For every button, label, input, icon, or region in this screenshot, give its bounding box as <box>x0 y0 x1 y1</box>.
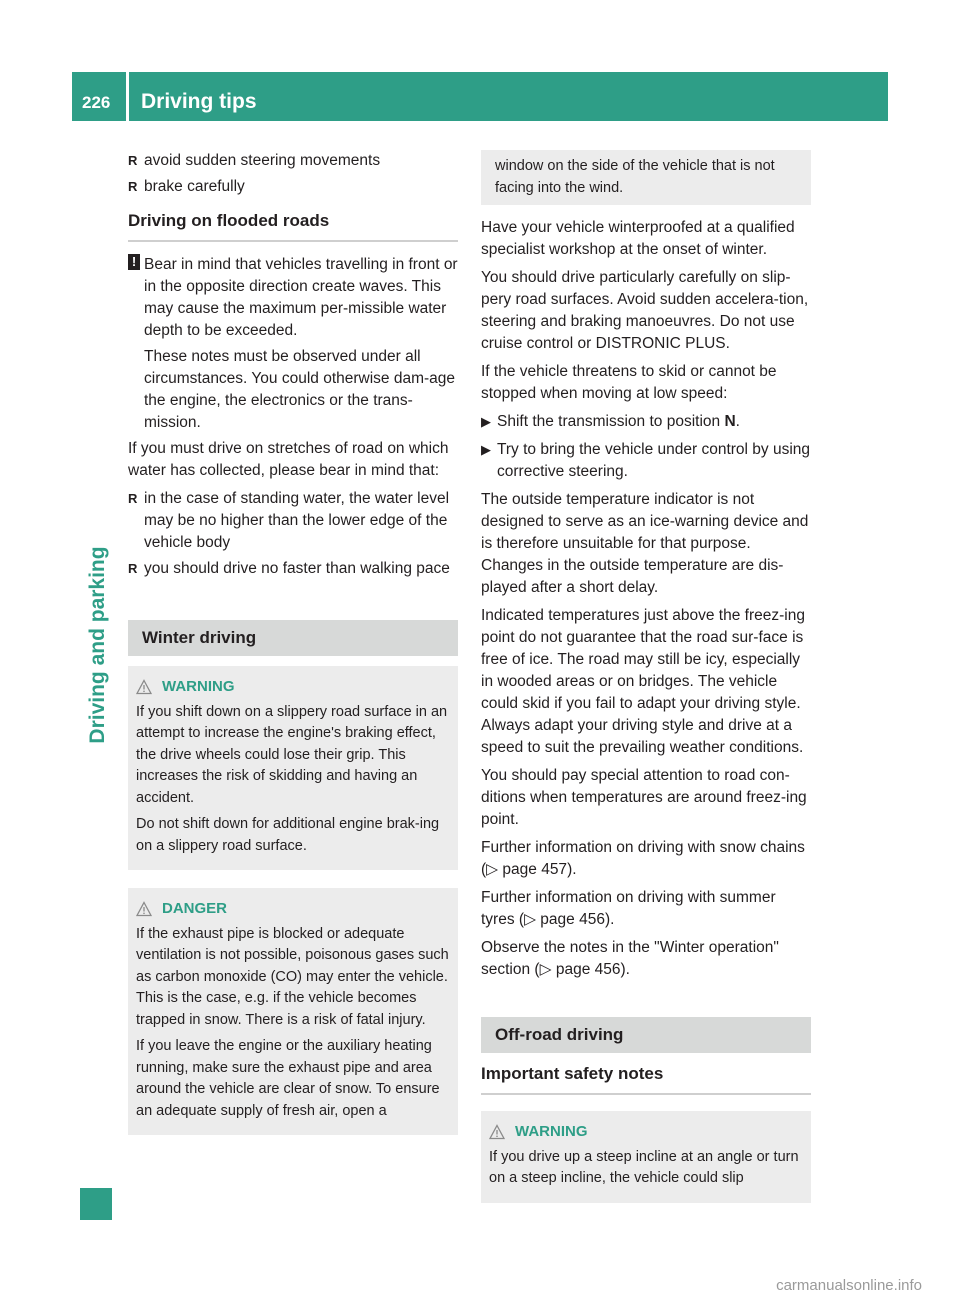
left-column <box>128 150 458 1153</box>
page-reference[interactable]: ▷ page 456 <box>524 911 605 928</box>
warning-text: Do not shift down for additional engine brak-ing on a slippery road surface. <box>136 816 440 854</box>
paragraph: You should pay special attention to road con-ditions when temperatures are around freez-ing point. <box>481 767 807 828</box>
list-item: R in the case of standing water, the water level may be no higher than the lower edge of the vehicle body <box>128 490 450 551</box>
warning-triangle-icon <box>489 1124 505 1140</box>
warning-title: WARNING <box>162 678 235 695</box>
danger-header <box>136 898 450 920</box>
bullet-icon: R <box>128 561 138 576</box>
bullet-icon: R <box>128 491 138 506</box>
warning-header <box>136 676 450 698</box>
note-text: These notes must be observed under all circumstances. You could otherwise dam-age the engine, the electronics or the trans-mission. <box>144 348 456 431</box>
warning-text: If you shift down on a slippery road surface in an attempt to increase the engine's braking effect, the drive wheels could lose their grip. This increases the risk of skidding and having an accident. <box>136 703 448 806</box>
paragraph: Further information on driving with snow chains (▷ page 457). <box>481 839 805 878</box>
warning-box <box>481 1111 811 1203</box>
footer-watermark: carmanualsonline.info <box>776 1277 922 1294</box>
winter-heading: Winter driving <box>128 620 458 656</box>
list-item: R you should drive no faster than walking pace <box>128 558 458 580</box>
safety-heading: Important safety notes <box>481 1063 811 1095</box>
step-arrow-icon: ▶ <box>481 414 491 429</box>
paragraph: The outside temperature indicator is not designed to serve as an ice-warning device and is therefore unsuitable for that purpose. Changes in the outside temperature are dis-played after a short delay. <box>481 491 809 596</box>
page-ref-arrow-icon: ▷ <box>524 911 536 928</box>
paragraph: Observe the notes in the "Winter operation" section (▷ page 456). <box>481 939 779 978</box>
side-tab <box>78 510 118 780</box>
right-column <box>481 150 811 1221</box>
danger-text: If you leave the engine or the auxiliary heating running, make sure the exhaust pipe and area around the vehicle are clear of snow. To ensure an adequate supply of fresh air, open a <box>136 1038 440 1119</box>
side-tab-label: Driving and parking <box>86 546 109 744</box>
header-divider <box>126 72 129 121</box>
step-arrow-icon: ▶ <box>481 442 491 457</box>
side-tab-marker <box>80 1188 112 1220</box>
flooded-heading: Driving on flooded roads <box>128 210 458 242</box>
page-ref-arrow-icon: ▷ <box>486 861 499 878</box>
warning-triangle-icon <box>136 901 152 917</box>
page-title: Driving tips <box>141 90 257 113</box>
warning-triangle-icon <box>136 679 152 695</box>
step-item: ▶ Try to bring the vehicle under control by using corrective steering. <box>481 441 811 480</box>
page-reference[interactable]: ▷ page 457 <box>486 861 568 878</box>
page-reference[interactable]: ▷ page 456 <box>539 961 621 978</box>
note-text: Bear in mind that vehicles travelling in front or in the opposite direction create waves. This may cause the maximum per-missible water depth to be exceeded. <box>144 256 458 339</box>
warning-title: WARNING <box>515 1123 588 1140</box>
step-item: ▶ Shift the transmission to position N. <box>481 411 811 433</box>
paragraph: You should drive particularly carefully on slip-pery road surfaces. Avoid sudden accelera-tion, steering and braking manoeuvres. Do not use cruise control or DISTRONIC PLUS. <box>481 269 809 352</box>
exclamation-icon: ! <box>128 254 140 270</box>
danger-box-continued: window on the side of the vehicle that is not facing into the wind. <box>481 150 811 205</box>
danger-title: DANGER <box>162 900 228 917</box>
paragraph: If you must drive on stretches of road on which water has collected, please bear in mind that: <box>128 440 449 479</box>
page-ref-arrow-icon: ▷ <box>539 961 552 978</box>
paragraph: Further information on driving with summer tyres (▷ page 456). <box>481 889 776 928</box>
bullet-icon: R <box>128 179 138 194</box>
note-block <box>128 254 458 434</box>
bullet-icon: R <box>128 153 138 168</box>
page-number: 226 <box>82 93 111 112</box>
warning-header <box>489 1121 803 1143</box>
warning-text: If you drive up a steep incline at an angle or turn on a steep incline, the vehicle could slip <box>489 1148 799 1186</box>
paragraph: If the vehicle threatens to skid or cannot be stopped when moving at low speed: <box>481 363 777 402</box>
list-item: R brake carefully <box>128 176 458 198</box>
danger-text: If the exhaust pipe is blocked or adequate ventilation is not possible, poisonous gases such as carbon monoxide (CO) may enter the vehicle. This is the case, e.g. if the vehicle becomes trapped in snow. There is a risk of fatal injury. <box>136 925 449 1028</box>
offroad-heading: Off-road driving <box>481 1017 811 1053</box>
warning-box <box>128 666 458 870</box>
danger-box <box>128 888 458 1135</box>
list-item: R avoid sudden steering movements <box>128 150 458 172</box>
paragraph: Have your vehicle winterproofed at a qualified specialist workshop at the onset of winter. <box>481 219 795 258</box>
paragraph: Indicated temperatures just above the freez-ing point do not guarantee that the road sur-face is free of ice. The road may still be icy, especially in wooded areas or on bridges. The vehicle could skid if you fail to adapt your driving style. Always adapt your driving style and drive at a speed to suit the prevailing weather conditions. <box>481 607 805 756</box>
